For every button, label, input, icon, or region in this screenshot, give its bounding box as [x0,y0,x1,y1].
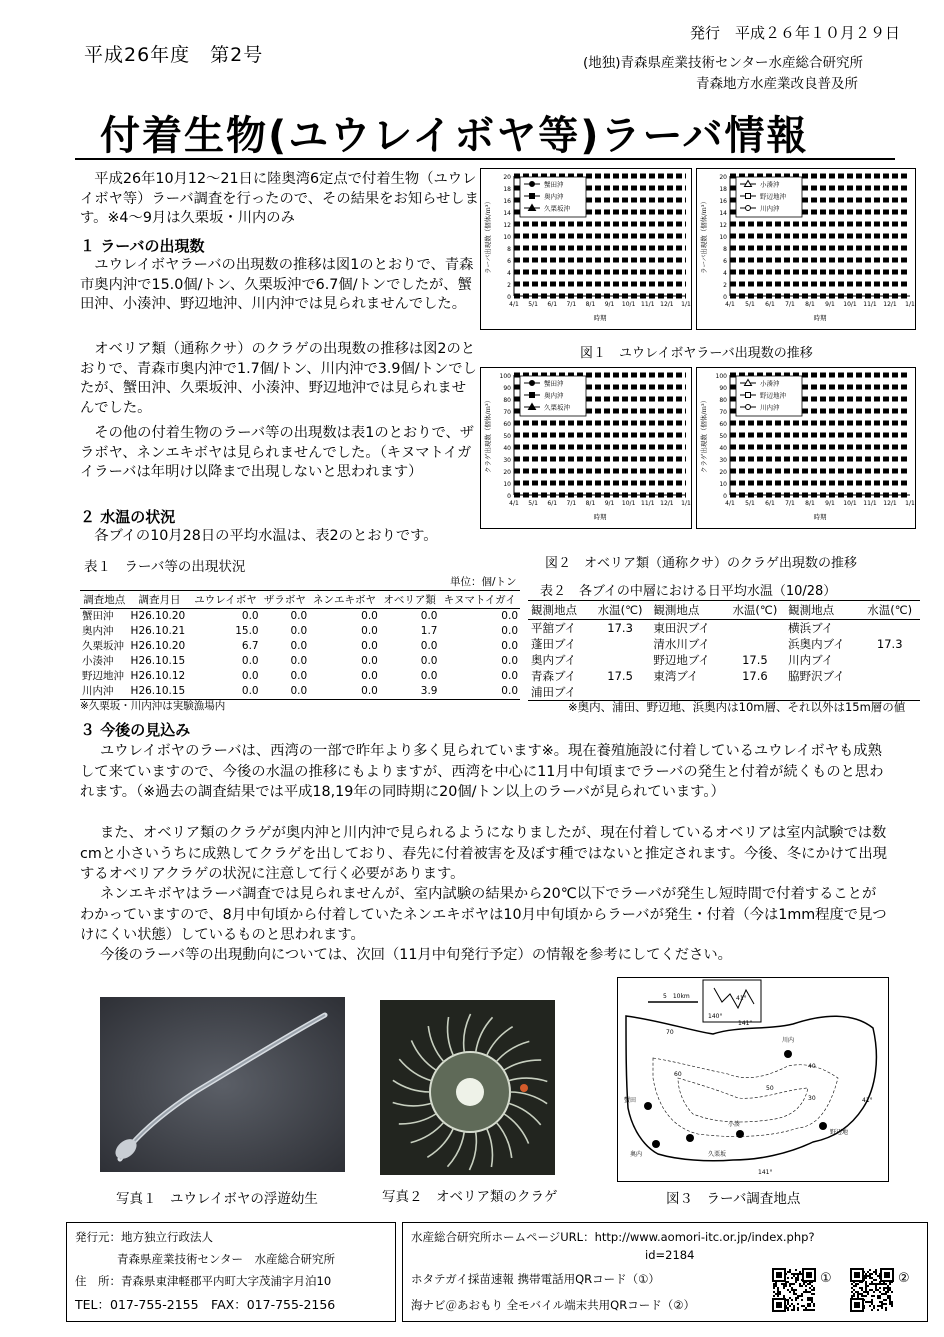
table2-row [528,668,920,684]
fig2-chart-west [480,367,692,529]
chart-ytick: 60 [719,421,727,428]
chart-xtick: 8/1 [805,500,815,507]
footer-publisher-box [66,1222,396,1322]
chart-xtick: 10/1 [843,500,857,507]
map-depth30: 30 [808,1095,816,1102]
table1-cell: 0.0 [290,625,308,637]
photo2-caption: 写真２ オベリア類のクラゲ [382,1189,558,1205]
chart-ytick: 70 [503,409,511,416]
table1-cell: 0.0 [501,655,518,667]
legend-marker [746,405,751,410]
map-depth60: 60 [674,1071,682,1078]
map-inset-lat: 41° [736,995,747,1002]
legend-label: 小湊沖 [760,180,780,189]
qr1-description: ホタテガイ採苗速報 携帯電話用QRコード（①） [411,1272,660,1286]
map-label-kawauchi: 川内 [782,1037,795,1044]
table1-cell: 0.0 [309,684,380,700]
section2-paragraph: 各ブイの10月28日の平均水温は、表2のとおりです。 [94,528,438,544]
table1-cell: 0.0 [420,640,438,652]
chart-xtick: 5/1 [528,301,538,308]
chart-ytick: 14 [503,210,511,217]
table2-note: ※奥内、浦田、野辺地、浜奥内は10m層、それ以外は15m層の値 [568,700,906,714]
chart-xtick: 5/1 [745,301,755,308]
table1-header: キヌマトイガイ [439,591,520,609]
legend-marker [530,381,535,386]
chart-xtick: 12/1 [883,301,897,308]
table1-header: ネンエキボヤ [309,591,380,609]
table1-cell: H26.10.15 [130,655,186,667]
table1-cell: 0.0 [361,670,378,682]
chart-ytick: 20 [719,174,727,181]
chart-xtick: 1/1 [905,301,915,308]
table1-cell: 3.9 [380,684,440,700]
table1-cell: 川内沖 [80,684,129,700]
chart-ytick: 60 [503,421,511,428]
chart-ytick: 40 [503,445,511,452]
footer-publisher: 発行元：地方独立行政法人 [75,1230,213,1244]
chart-xtick: 12/1 [660,500,674,507]
map-label-kuriya: 久栗坂 [708,1151,727,1158]
section3-paragraph3: ネンエキボヤはラーバ調査では見られませんが、室内試験の結果から20℃以下でラーバが発生し短時間で付着することがわかっていますので、8月中旬頃から付着していたネンエキボヤは10月中旬頃からラーバが発生・付着（今は1mm程度で見つけにくい状態）しているものと思われます。 [80,886,887,943]
section3-paragraph4: 今後のラーバ等の出現動向については、次回（11月中旬発行予定）の情報を参考にしてください。 [100,947,732,963]
footer-publisher-name: 青森県産業技術センター 水産総合研究所 [117,1252,336,1266]
table2-cell: 浜奥内ブイ [788,637,845,651]
table2-cell: 17.6 [742,669,768,683]
section1-paragraph1: ユウレイボヤラーバの出現数の推移は図1のとおりで、青森市奥内沖で15.0個/トン、久栗坂沖で6.7個/トンでしたが、蟹田沖、小湊沖、野辺地沖、川内沖では見られませんでした。 [80,257,474,312]
chart-y-label: ラーバ出現数（個体/ｍ³） [700,198,708,274]
chart-ytick: 10 [503,234,511,241]
chart-y-label: ラーバ出現数（個体/ｍ³） [484,198,492,274]
table1-cell: 0.0 [361,640,378,652]
chart-ytick: 50 [503,433,511,440]
table1-header: ザラボヤ [261,591,310,609]
legend-label: 久栗坂沖 [544,204,570,213]
table1-cell: H26.10.12 [130,670,186,682]
table2-header: 水温(℃) [725,601,786,620]
chart-xtick: 1/1 [905,500,915,507]
chart-xtick: 10/1 [621,301,636,308]
map-scale: 5 10km [663,993,690,1000]
table1-cell: H26.10.20 [130,640,186,652]
table2-cell: 蓬田ブイ [531,637,576,651]
chart-ytick: 2 [507,282,511,289]
chart-ytick: 18 [719,186,727,193]
chart-ytick: 0 [723,294,727,301]
chart-xtick: 12/1 [660,301,674,308]
table2-cell: 川内ブイ [788,653,834,667]
table2-cell: 東湾ブイ [653,669,699,683]
chart-xtick: 10/1 [843,301,857,308]
chart-xtick: 6/1 [765,301,775,308]
table1-row [80,639,520,654]
publish-date: 発行 平成２６年１０月２９日 [690,24,901,42]
qr1-label: ① [820,1271,832,1286]
table1-cell: 0.0 [501,610,518,622]
chart-ytick: 80 [719,397,727,404]
chart-xtick: 9/1 [604,301,615,308]
table1-cell: 0.0 [241,655,259,667]
map-lat41: 41° [862,1097,873,1104]
table2-cell: 平舘ブイ [531,621,576,635]
section1-paragraph3: その他の付着生物のラーバ等の出現数は表1のとおりで、ザラボヤ、ネンエキボヤは見られませんでした。（キヌマトイガイラーバは年明け以降まで出現しないと思われます） [80,425,475,480]
chart-legend [736,376,802,416]
chart-ytick: 10 [503,481,511,488]
chart-ytick: 0 [507,294,511,301]
legend-label: 川内沖 [760,403,780,412]
legend-label: 小湊沖 [760,379,780,388]
chart-legend [736,177,802,217]
chart-y-label: クラゲ出現数（個体/ｍ³） [700,396,708,474]
chart-xtick: 7/1 [566,301,577,308]
chart-xtick: 10/1 [621,500,636,507]
footer-address: 住 所：青森県東津軽郡平内町大字茂浦字月泊10 [75,1274,332,1288]
chart-xtick: 7/1 [566,500,577,507]
chart-xtick: 8/1 [805,301,815,308]
table1-cell: 0.0 [420,655,438,667]
legend-label: 野辺地沖 [760,192,786,201]
fig1-chart-east [696,168,916,330]
chart-x-label: 時期 [813,314,827,322]
table1-cell: 1.7 [420,625,438,637]
photo1-caption: 写真１ ユウレイボヤの浮遊幼生 [116,1191,318,1207]
chart-xtick: 6/1 [547,301,558,308]
chart-ytick: 30 [719,457,727,464]
chart-ytick: 0 [507,493,511,500]
section3-paragraph1: ユウレイボヤのラーバは、西湾の一部で昨年より多く見られています※。現在養殖施設に付着しているユウレイボヤも成熟して来ていますので、今後の水温の推移にもよりますが、西湾を中心に11月中旬頃までラーバの発生と付着が続くものと思われます。（※過去の調査結果では平成18,19年の同時期に20個/トン以上のラーバが見られています。） [80,743,884,800]
table2-caption: 表２ 各ブイの中層における日平均水温（10/28） [540,584,837,599]
table2-row [528,620,920,637]
table1-header: 調査月日 [129,591,191,609]
table2-row [528,636,920,652]
section3-heading: ３ 今後の見込み [80,721,191,739]
table2-cell: 奥内ブイ [531,653,576,667]
qr1-code-icon[interactable] [771,1267,817,1313]
legend-label: 奥内沖 [544,192,564,201]
chart-ytick: 20 [503,469,511,476]
chart-ytick: 50 [719,433,727,440]
table1-cell: 0.0 [361,625,378,637]
map-site-kawauchi [784,1050,792,1058]
page-title: 付着生物(ユウレイボヤ等)ラーバ情報 [100,113,809,159]
table2-cell [590,636,651,652]
table1-cell: 0.0 [290,655,308,667]
legend-marker [530,182,535,187]
chart-xtick: 4/1 [509,500,519,507]
table1-cell: 0.0 [501,625,518,637]
chart-xtick: 9/1 [825,500,835,507]
table2-header: 観測地点 [785,601,859,620]
chart-xtick: 5/1 [745,500,755,507]
chart-ytick: 90 [719,385,727,392]
chart-xtick: 7/1 [785,301,795,308]
table2-cell [725,636,786,652]
chart-xtick: 8/1 [585,500,596,507]
legend-label: 奥内沖 [544,391,564,400]
chart-ytick: 18 [503,186,511,193]
chart-ytick: 100 [715,373,727,380]
legend-label: 久栗坂沖 [544,403,570,412]
chart-ytick: 20 [503,174,511,181]
chart-xtick: 11/1 [641,500,655,507]
chart-ytick: 10 [719,234,727,241]
chart-ytick: 20 [719,469,727,476]
table1-cell: 0.0 [420,610,438,622]
chart-ytick: 16 [719,198,727,205]
table2-cell: 17.3 [607,621,633,635]
fig1-chart-west [480,168,692,330]
table1-cell: 0.0 [190,684,260,700]
table1-cell: 0.0 [361,655,378,667]
table2-row [528,652,920,668]
table2-header: 観測地点 [650,601,724,620]
chart-xtick: 11/1 [863,500,877,507]
chart-ytick: 90 [503,385,511,392]
table2-cell: 青森ブイ [531,669,576,683]
table2-cell: 17.5 [742,653,768,667]
map-site-kominato [736,1130,744,1138]
chart-ytick: 14 [719,210,727,217]
chart-y-label: クラゲ出現数（個体/ｍ³） [484,396,492,474]
chart-xtick: 9/1 [604,500,615,507]
chart-legend [520,177,586,217]
footer-links-box [402,1222,928,1322]
table2-cell: 17.5 [607,669,633,683]
table1 [80,590,520,700]
map-depth70: 70 [666,1029,674,1036]
map-lon141: 141° [758,1169,773,1176]
chart-xtick: 11/1 [641,301,655,308]
table1-cell: 0.0 [290,670,308,682]
section2-heading: ２ 水温の状況 [80,508,176,526]
map-label-kominato: 小湊 [728,1121,741,1128]
chart-ytick: 6 [723,258,727,265]
issue-number: 平成26年度 第2号 [84,44,264,66]
map-depth50: 50 [766,1085,774,1092]
table1-row [80,669,520,684]
chart-ytick: 4 [723,270,727,277]
chart-ytick: 8 [723,246,727,253]
table1-row [80,624,520,639]
legend-marker [530,393,535,398]
intro-paragraph: 平成26年10月12～21日に陸奥湾6定点で付着生物（ユウレイボヤ等）ラーバ調査を行ったので、その結果をお知らせします。※4～9月は久栗坂・川内のみ [80,171,479,226]
chart-xtick: 8/1 [585,301,596,308]
map-site-kanita [644,1102,652,1110]
chart-ytick: 40 [719,445,727,452]
table1-cell: 0.0 [290,610,308,622]
chart-xtick: 6/1 [547,500,558,507]
table1-cell: 0.0 [501,640,518,652]
chart-ytick: 10 [719,481,727,488]
table1-cell: 0.0 [241,610,259,622]
section3-paragraph2: また、オベリア類のクラゲが奥内沖と川内沖で見られるようになりましたが、現在付着しているオベリアは室内試験では数cmと小さいうちに成熟してクラゲを出しており、春先に付着被害を及ぼす種ではないと推定されます。今後、冬にかけて出現するオベリアクラゲの状況に注意して行く必要があります。 [80,825,887,882]
chart-ytick: 12 [503,222,511,229]
chart-ytick: 8 [507,246,511,253]
table2 [528,600,920,701]
chart-x-label: 時期 [593,314,607,322]
chart-ytick: 100 [499,373,511,380]
table1-note: ※久栗坂・川内沖は実験漁場内 [80,700,226,712]
table1-caption: 表１ ラーバ等の出現状況 [84,559,246,575]
chart-xtick: 12/1 [883,500,897,507]
chart-xtick: 4/1 [725,500,735,507]
fig2-caption: 図２ オベリア類（通称クサ）のクラゲ出現数の推移 [545,556,858,571]
chart-xtick: 6/1 [765,500,775,507]
homepage-url-id[interactable]: id=2184 [645,1248,695,1262]
table1-cell: 0.0 [420,670,438,682]
legend-marker [746,194,751,199]
chart-xtick: 1/1 [681,500,691,507]
homepage-url[interactable]: 水産総合研究所ホームページURL：http://www.aomori-itc.or.jp/index.php? [411,1230,815,1244]
legend-label: 野辺地沖 [760,391,786,400]
chart-xtick: 4/1 [509,301,519,308]
chart-ytick: 30 [503,457,511,464]
table1-header: オベリア類 [380,591,440,609]
table2-cell: 17.3 [876,637,903,651]
table2-cell: 野辺地ブイ [653,653,710,667]
fig1-caption: 図１ ユウレイボヤラーバ出現数の推移 [580,346,813,361]
table1-header: 調査地点 [80,591,129,609]
chart-x-label: 時期 [813,513,827,521]
chart-ytick: 0 [723,493,727,500]
table2-cell: 脇野沢ブイ [788,669,845,683]
table1-cell: 0.0 [290,640,308,652]
chart-xtick: 9/1 [825,301,835,308]
table2-cell [859,652,920,668]
qr2-code-icon[interactable] [849,1267,895,1313]
table2-cell: 横浜ブイ [788,621,834,635]
table1-cell: H26.10.21 [130,625,186,637]
table1-row [80,609,520,625]
table1-row [80,654,520,669]
ascidian-larva-photo [100,997,345,1172]
map-site-okunai [652,1140,660,1148]
map-site-noheji [819,1122,827,1130]
table1-cell: 小湊沖 [82,655,114,667]
publisher-office: 青森地方水産業改良普及所 [696,76,858,92]
table2-header: 観測地点 [528,601,590,620]
table2-cell: 清水川ブイ [653,637,710,651]
chart-ytick: 4 [507,270,511,277]
map-label-okunai: 奥内 [630,1151,643,1158]
publisher-org: (地独)青森県産業技術センター水産総合研究所 [583,55,863,71]
fig3-caption: 図３ ラーバ調査地点 [666,1191,801,1207]
chart-ytick: 70 [719,409,727,416]
map-label-kanita: 蟹田 [624,1097,637,1104]
legend-label: 蟹田沖 [544,180,564,189]
map-inset-lon141: 141° [738,1020,753,1027]
table2-cell: 東田沢ブイ [653,621,710,635]
table1-cell: H26.10.15 [129,684,191,700]
map-label-noheji: 野辺地 [830,1129,849,1136]
table1-unit: 単位：個/トン [450,576,517,588]
chart-xtick: 1/1 [681,301,691,308]
table1-cell: 蟹田沖 [82,610,114,622]
map-inset-lon140: 140° [708,1013,723,1020]
chart-ytick: 2 [723,282,727,289]
table1-cell: 0.0 [241,670,259,682]
section1-paragraph2: オベリア類（通称クサ）のクラゲの出現数の推移は図2のとおりで、青森市奥内沖で1.7個/トン、川内沖で3.9個/トンでしたが、蟹田沖、久栗坂沖、小湊沖、野辺地沖では見られませんでした。 [80,341,477,416]
legend-marker [746,393,751,398]
chart-ytick: 80 [503,397,511,404]
legend-label: 川内沖 [760,204,780,213]
table2-cell: 浦田ブイ [528,684,590,701]
table1-header: ユウレイボヤ [190,591,260,609]
qr2-label: ② [898,1271,910,1286]
table1-cell: H26.10.20 [130,610,186,622]
chart-xtick: 5/1 [528,500,538,507]
table1-cell: 奥内沖 [82,625,114,637]
chart-ytick: 6 [507,258,511,265]
legend-marker [746,206,751,211]
chart-ytick: 16 [503,198,511,205]
chart-xtick: 4/1 [725,301,735,308]
chart-xtick: 11/1 [863,301,877,308]
chart-ytick: 12 [719,222,727,229]
table1-cell: 15.0 [235,625,259,637]
table2-header: 水温(℃) [590,601,651,620]
table2-cell [590,652,651,668]
table2-header: 水温(℃) [859,601,920,620]
map-depth40: 40 [808,1063,816,1070]
chart-xtick: 7/1 [785,500,795,507]
table1-cell: 野辺地沖 [82,670,124,682]
fig2-chart-east [696,367,916,529]
footer-phone: TEL：017-755-2155 FAX：017-755-2156 [75,1297,336,1312]
chart-x-label: 時期 [593,513,607,521]
title-divider [75,158,895,160]
chart-legend [520,376,586,416]
table1-cell: 0.0 [361,610,378,622]
map-site-kuriya [686,1134,694,1142]
table1-cell: 0.0 [501,670,518,682]
table1-cell: 6.7 [241,640,259,652]
qr2-description: 海ナビ＠あおもり 全モバイル端末共用QRコード（②） [411,1298,696,1312]
survey-site-map [617,977,889,1182]
table1-cell: 0.0 [439,684,520,700]
legend-label: 蟹田沖 [544,379,564,388]
table2-cell [859,668,920,684]
section1-heading: １ ラーバの出現数 [80,237,205,255]
table1-cell: 0.0 [261,684,310,700]
legend-marker [530,194,535,199]
table1-cell: 久栗坂沖 [82,640,124,652]
obelia-medusa-photo [380,1000,555,1175]
table2-cell [859,620,920,637]
table2-cell [725,620,786,637]
